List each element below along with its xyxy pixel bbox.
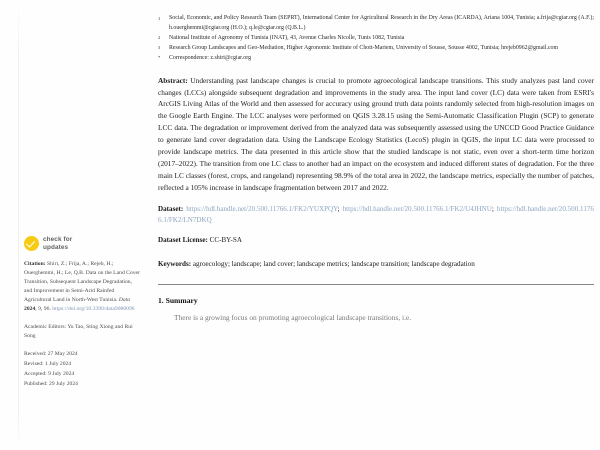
main-column — [150, 0, 600, 450]
citation-doi-prefix[interactable]: https:// — [52, 306, 68, 313]
citation-volume: 9 — [38, 306, 41, 313]
check-for-updates-line2: updates — [43, 243, 69, 251]
dataset-url-2[interactable]: https://hdl.handle.net/20.500.11766.1/FK2/U4JHNU — [342, 204, 492, 213]
academic-editors-names: Yu Tao, Sting Xiong and Rui Song — [24, 324, 133, 340]
dataset-url-separator: ; — [337, 204, 343, 213]
citation-pages: 96 — [43, 306, 50, 313]
citation-block: Citation: Shiri, Z.; Frija, A.; Rejeb, H.; Ouerghemmi, H.; Le, Q.B. Data on the Land Cover Transition, Subsequent Landscape Degradation, and Improvement in Semi-Arid Rainfed Agricultural Land in North-West Tunisia. Data 2024, 9, 96. https://doi.org/10.3390/data9080096 — [24, 261, 140, 313]
check-for-updates-line1: check for — [43, 236, 73, 243]
affiliations-list — [158, 14, 594, 64]
dataset-url-1[interactable]: https://hdl.handle.net/20.500.11766.1/FK2/YUXPQY — [186, 204, 338, 213]
dataset-url-separator: ; — [491, 204, 497, 213]
abstract-label: Abstract: — [158, 75, 188, 85]
date-received: Received: 27 May 2024 — [24, 351, 78, 358]
abstract-text: Understanding past landscape changes is crucial to promote agroecological landscape transitions. This study analyzes past land cover changes (LCCs) alongside subsequent degradation and improvements in the study area. The input land cover (LC) data were taken from ESRI's ArcGIS Living Atlas of the World and then assessed for accuracy using ground truth data points randomly selected from high-resolution images on the Google Earth Engine. The LCC analyses were performed on QGIS 3.28.15 using the Semi-Automatic Classification Plugin (SCP) to generate LCC data. The degradation or improvement derived from the analyzed data was subsequently assessed using the UNCCD Good Practice Guidance to generate land cover degradation data. Using the Landscape Ecology Statistics (LecoS) plugin in QGIS, the input LC data were processed to provide landscape metrics. The data presented in this article show that the studied landscape is not static, even over a short-term time horizon (2017–2022). The transition from one LC class to another had an impact on the ecosystem and induced different states of degradation. For the three main LC classes (forest, crops, and rangeland) representing 98.9% of the total area in 2022, the landscape metrics, especially the number of patches, reflected a 105% increase in landscape fragmentation between 2017 and 2022. — [158, 75, 594, 192]
section-divider — [158, 284, 594, 285]
check-for-updates-badge[interactable] — [24, 236, 140, 251]
citation-label: Citation: — [24, 261, 46, 268]
keywords-section — [158, 259, 594, 270]
dataset-license-label: Dataset License: — [158, 236, 208, 245]
affiliation-row — [158, 14, 594, 34]
publication-dates — [24, 350, 140, 390]
correspondence-text: Correspondence: z.shiri@cgiar.org — [169, 54, 252, 61]
dataset-license-section — [158, 235, 594, 246]
affiliation-number: 2 — [158, 35, 161, 41]
dataset-label: Dataset: — [158, 204, 184, 213]
section-body-summary: There is a growing focus on promoting agroecological landscape transitions, i.e. — [174, 312, 412, 322]
affiliation-text: Social, Economic, and Policy Research Team (SEPRT), International Center for Agricultural Research in the Dry Areas (ICARDA), Ariana 1004, Tunisia; a.frija@cgiar.org (A.F.); h.ouerghemmi@cgiar.org (H.O.); q.le@cgiar.org (Q.B.L.) — [169, 15, 594, 31]
correspondence-marker: * — [158, 55, 161, 61]
check-for-updates-label — [43, 236, 72, 251]
check-circle-icon — [24, 236, 39, 251]
date-published: Published: 29 July 2024 — [24, 381, 78, 388]
correspondence-row — [158, 54, 594, 64]
date-accepted: Accepted: 9 July 2024 — [24, 371, 75, 378]
section-title-summary: 1. Summary — [158, 296, 198, 306]
keywords-label: Keywords: — [158, 259, 192, 268]
dataset-section — [158, 204, 594, 227]
affiliation-number: 1 — [158, 15, 161, 21]
keywords-values: agroecology; landscape; land cover; landscape metrics; landscape transition; landscape degradation — [192, 259, 475, 268]
sidebar-divider — [18, 0, 19, 450]
affiliation-row — [158, 34, 594, 44]
sidebar — [0, 0, 150, 450]
date-revised: Revised: 1 July 2024 — [24, 361, 72, 368]
affiliation-text: National Institute of Agronomy of Tunisia (INAT), 43, Avenue Charles Nicolle, Tunis 1082, Tunisia — [169, 34, 405, 41]
citation-year: 2024 — [24, 306, 36, 313]
affiliation-number: 3 — [158, 45, 161, 51]
citation-journal: Data — [118, 297, 131, 304]
affiliation-text: Research Group Landscapes and Geo-Mediation, Higher Agronomic Institute of Chott-Mariem, University of Sousse, Sousse 4002, Tunisia; hrejeb0962@gmail.com — [169, 44, 559, 51]
affiliation-row — [158, 44, 594, 54]
clipped-header-text — [158, 0, 594, 9]
citation-text: Shiri, Z.; Frija, A.; Rejeb, H.; Ouerghemmi, H.; Le, Q.B. Data on the Land Cover Transition, Subsequent Landscape Degradation, and Improvement in Semi-Arid Rainfed Agricultural Land in North-West Tunisia. — [24, 261, 140, 304]
citation-doi-link[interactable]: doi.org/10.3390/data9080096 — [67, 306, 135, 313]
dataset-url-3[interactable]: https://hdl.handle.net/20.500.11766.1/FK2/LN7DKQ — [158, 204, 594, 224]
abstract-section — [158, 75, 594, 194]
academic-editors-label: Academic Editors: — [24, 324, 67, 331]
academic-editors-block — [24, 323, 140, 341]
dataset-license-value: CC-BY-SA — [209, 236, 242, 245]
